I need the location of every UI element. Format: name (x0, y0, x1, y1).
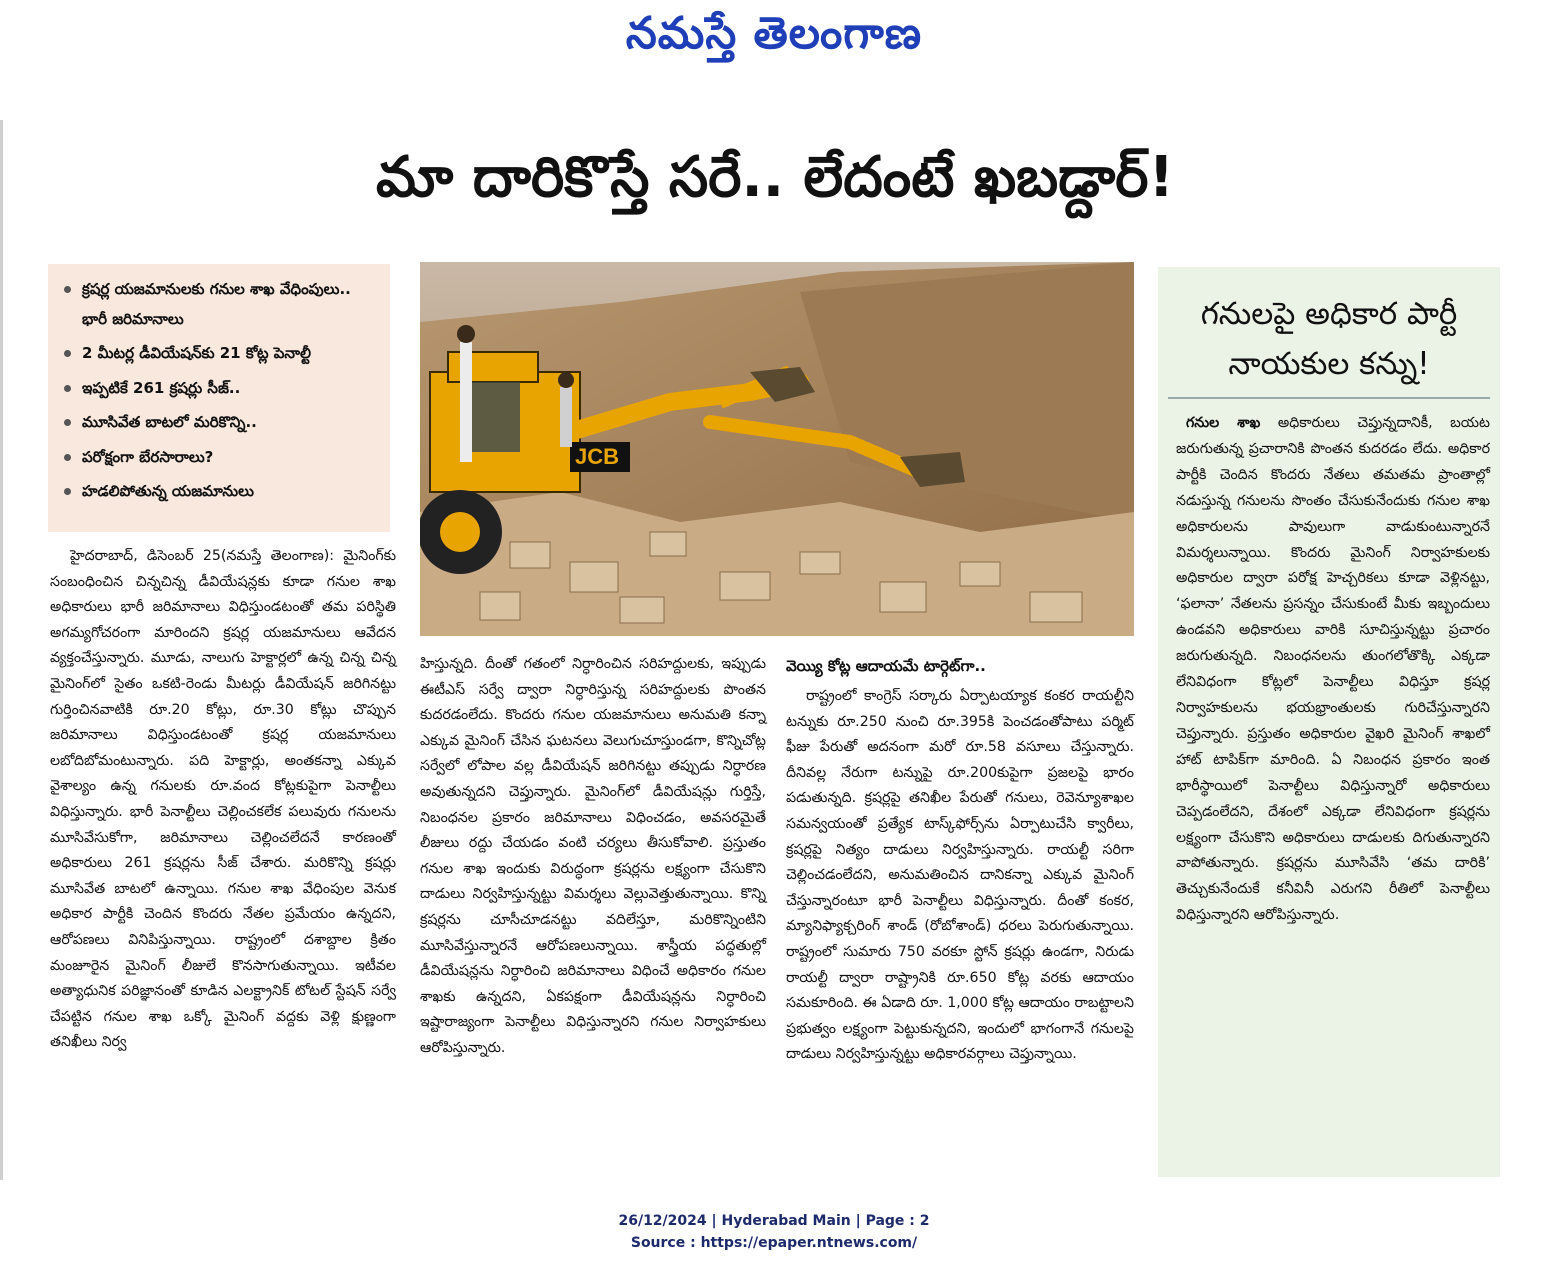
highlight-text: 2 మీటర్ల డీవియేషన్‌కు 21 కోట్ల పెనాల్టీ (82, 344, 312, 362)
bullet-icon (64, 385, 71, 392)
article-column-2 (420, 652, 766, 1062)
headline: మా దారికొస్తే సరే.. లేదంటే ఖబడ్దార్! (375, 145, 1175, 210)
article-body: హిస్తున్నది. దీంతో గతంలో నిర్ధారించిన సరిహద్దులకు, ఇప్పుడు ఈటీఎస్ సర్వే ద్వారా నిర్ధారిస్తున్న సరిహద్దులకు పొంతన కుదరడంలేదు. కొందరు గనుల యజమానులు అనుమతి కన్నా ఎక్కువ మైనింగ్ చేసిన ఘటనలు వెలుగుచూస్తుండగా, కొన్నిచోట్ల సర్వేలో లోపాల వల్ల డీవియేషన్ జరిగినట్టు తప్పుడు నిర్ధారణ అవుతున్నదని చెప్తున్నారు. మైనింగ్‌లో డీవియేషన్లు గుర్తిస్తే, నిబంధనల ప్రకారం జరిమానాలు విధించడం, అవసరమైతే లీజులు రద్దు చేయడం వంటి చర్యలు తీసుకోవాలి. ప్రస్తుతం గనుల శాఖ ఇందుకు విరుద్ధంగా క్రషర్లను లక్ష్యంగా చేసుకొని దాడులు నిర్వహిస్తున్నట్టు విమర్శలు వెల్లువెత్తుతున్నాయి. కొన్ని క్రషర్లను చూసీచూడనట్టు వదిలేస్తూ, మరికొన్నింటిని మూసివేస్తున్నారనే ఆరోపణలున్నాయి. శాస్త్రీయ పద్ధతుల్లో డీవియేషన్లను నిర్ధారించి జరిమానాలు విధించే అధికారం గనుల శాఖకు ఉన్నదని, ఏకపక్షంగా డీవియేషన్లను నిర్ధారించి ఇష్టారాజ్యంగా పెనాల్టీలు విధిస్తున్నారని గనుల నిర్వాహకులు ఆరోపిస్తున్నారు. (420, 656, 766, 1056)
highlight-item (62, 338, 380, 369)
highlight-text: మూసివేత బాటలో మరికొన్ని.. (82, 413, 257, 431)
page-footer (0, 1210, 1548, 1254)
highlights-box (48, 264, 390, 532)
sidebar-title-line: గనులపై అధికార పార్టీ (1200, 296, 1458, 332)
highlight-text: ఇప్పటికే 261 క్రషర్లు సీజ్.. (82, 378, 241, 397)
left-margin-rule (0, 120, 3, 1180)
highlight-item (62, 407, 380, 438)
sidebar-title-line: నాయకుల కన్ను! (1228, 346, 1430, 382)
article-body: హైదరాబాద్, డిసెంబర్ 25(నమస్తే తెలంగాణ): మైనింగ్‌కు సంబంధించిన చిన్నచిన్న డీవియేషన్లకు కూడా గనుల శాఖ అధికారులు భారీ జరిమానాలు విధిస్తుండటంతో తమ పరిస్థితి అగమ్యగోచరంగా మారిందని క్రషర్ల యజమానులు ఆవేదన వ్యక్తంచేస్తున్నారు. మూడు, నాలుగు హెక్టార్లలో ఉన్న చిన్న చిన్న మైనింగ్‌లో సైతం ఒకటి-రెండు మీటర్లు డీవియేషన్ జరిగినట్టు గుర్తించినవాటికి రూ.20 కోట్లు, రూ.30 కోట్లు చొప్పున జరిమానాలు విధిస్తుండటంతో క్రషర్ల యజమానులు లబోదిబోమంటున్నారు. పది హెక్టార్లు, అంతకన్నా ఎక్కువ వైశాల్యం ఉన్న గనులకు రూ.వంద కోట్లకుపైగా పెనాల్టీలు విధిస్తున్నారు. భారీ పెనాల్టీలు చెల్లించకలేక పలువురు గనులను మూసివేసుకోగా, జరిమానాలు చెల్లించలేదనే కారణంతో అధికారులు 261 క్రషర్లను సీజ్ చేశారు. మరికొన్ని క్రషర్లు మూసివేత బాటలో ఉన్నాయి. గనుల శాఖ వేధింపుల వెనుక అధికార పార్టీకి చెందిన కొందరు నేతల ప్రమేయం ఉన్నదని, ఆరోపణలు వినిపిస్తున్నాయి. రాష్ట్రంలో దశాబ్దాల క్రితం మంజూరైన మైనింగ్ లీజులే కొనసాగుతున్నాయి. ఇటీవల అత్యాధునిక పరిజ్ఞానంతో కూడిన ఎలక్ట్రానిక్ టోటల్ స్టేషన్ సర్వే చేపట్టిన గనుల శాఖ ఒక్కో మైనింగ్ వద్దకు వెళ్లి క్షుణ్ణంగా తనిఖీలు నిర్వ (50, 548, 396, 1051)
bullet-icon (64, 488, 71, 495)
jcb-label: JCB (575, 444, 620, 469)
excavator-photo-illustration (420, 262, 1134, 636)
sidebar-body (1176, 411, 1490, 929)
footer-source: Source : https://epaper.ntnews.com/ (630, 1235, 918, 1251)
article-column-3 (786, 652, 1134, 1068)
sidebar-box (1158, 267, 1500, 1177)
divider (1168, 397, 1490, 399)
highlight-item (62, 373, 380, 404)
sidebar-title (1168, 289, 1490, 389)
article-body: రాష్ట్రంలో కాంగ్రెస్ సర్కారు ఏర్పాటయ్యాక కంకర రాయల్టీని టన్నుకు రూ.250 నుంచి రూ.395కి పెంచడంతోపాటు పర్మిట్ ఫీజు పేరుతో అదనంగా మరో రూ.58 వసూలు చేస్తున్నారు. దీనివల్ల నేరుగా టన్నుపై రూ.200కుపైగా ప్రజలపై భారం పడుతున్నది. క్రషర్లపై తనిఖీల పేరుతో గనులు, రెవెన్యూశాఖల సమన్వయంతో ప్రత్యేక టాస్క్‌ఫోర్స్‌ను ఏర్పాటుచేసి క్వారీలు, క్రషర్లపై నిత్యం దాడులు నిర్వహిస్తున్నారు. రాయల్టీ సరిగా చెల్లించడంలేదని, అనుమతించిన దానికన్నా ఎక్కువ మైనింగ్ చేస్తున్నారంటూ భారీ పెనాల్టీలు విధిస్తున్నారు. దీంతో కంకర, మ్యానిఫ్యాక్చరింగ్ శాండ్ (రోబోశాండ్) ధరలు పెరుగుతున్నాయి. రాష్ట్రంలో సుమారు 750 వరకూ స్టోన్ క్రషర్లు ఉండగా, నిరుడు రాయల్టీ ద్వారా రాష్ట్రానికి రూ.650 కోట్ల వరకు ఆదాయం సమకూరింది. ఈ ఏడాది రూ. 1,000 కోట్ల ఆదాయం రాబట్టాలని ప్రభుత్వం లక్ష్యంగా పెట్టుకున్నదని, ఇందులో భాగంగానే గనులపై దాడులు నిర్వహిస్తున్నట్టు అధికారవర్గాలు చెప్తున్నాయి. (786, 688, 1134, 1063)
highlight-item (62, 274, 380, 334)
masthead-logo: నమస్తే తెలంగాణ (625, 8, 923, 59)
bullet-icon (64, 350, 71, 357)
news-photo-excavator (420, 262, 1134, 636)
article-column-1 (50, 544, 396, 1056)
highlight-text: హడలిపోతున్న యజమానులు (82, 482, 254, 500)
bullet-icon (64, 419, 71, 426)
highlight-item (62, 442, 380, 473)
bullet-icon (64, 454, 71, 461)
sidebar-text: అధికారులు చెప్తున్నదానికీ, బయట జరుగుతున్న ప్రచారానికి పొంతన కుదరడం లేదు. అధికార పార్టీకి చెందిన కొందరు నేతలు తమతమ ప్రాంతాల్లో నడుస్తున్న గనులను సొంతం చేసుకునేందుకు గనుల శాఖ అధికారులను పావులుగా వాడుకుంటున్నారనే విమర్శలున్నాయి. కొందరు మైనింగ్ నిర్వాహకులకు అధికారుల ద్వారా పరోక్ష హెచ్చరికలు కూడా వెళ్లినట్టు, ‘ఫలానా’ నేతలను ప్రసన్నం చేసుకుంటే మీకు ఇబ్బందులు ఉండవని అధికారులు వారికి సూచిస్తున్నట్టు ప్రచారం జరుగుతున్నది. నిబంధనలను తుంగలోతొక్కి ఎక్కడా లేనివిధంగా కోట్లలో పెనాల్టీలు విధిస్తూ క్రషర్ల నిర్వాహకులను భయభ్రాంతులకు గురిచేస్తున్నారని చెప్తున్నారు. ప్రస్తుతం అధికారుల వైఖరి మైనింగ్ శాఖలో హాట్ టాపిక్‌గా మారింది. ఏ నిబంధన ప్రకారం ఇంత భారీస్థాయిలో పెనాల్టీలు విధిస్తున్నారో అధికారులు చెప్పడంలేదని, దేశంలో ఎక్కడా లేనివిధంగా క్రషర్లను లక్ష్యంగా చేసుకొని అధికారులు దాడులకు దిగుతున్నారని వాపోతున్నారు. క్రషర్లను మూసివేసి ‘తమ దారికి’ తెచ్చుకునేందుకే కనీవినీ ఎరుగని రీతిలో పెనాల్టీలు విధిస్తున్నారని ఆరోపిస్తున్నారు. (1176, 415, 1490, 924)
bullet-icon (64, 286, 71, 293)
highlight-item (62, 476, 380, 507)
sidebar-lead: గనుల శాఖ (1186, 415, 1261, 431)
highlight-text: క్రషర్ల యజమానులకు గనుల శాఖ వేధింపులు.. భారీ జరిమానాలు (82, 280, 351, 328)
highlight-text: పరోక్షంగా బేరసారాలు? (82, 447, 214, 466)
footer-date-edition: 26/12/2024 | Hyderabad Main | Page : 2 (618, 1213, 930, 1229)
subheading: వెయ్యి కోట్ల ఆదాయమే టార్గెట్‌గా.. (786, 657, 986, 675)
